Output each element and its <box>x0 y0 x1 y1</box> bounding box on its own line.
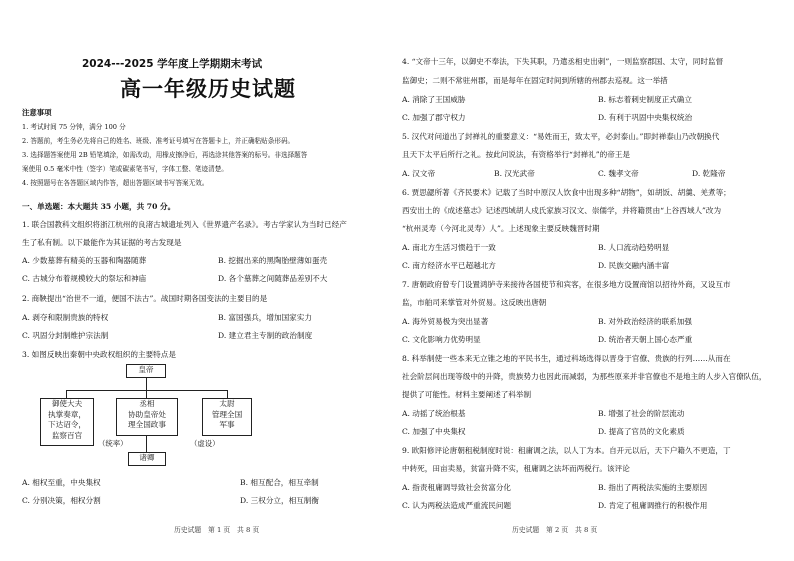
q6-stem: 6. 贾思勰所著《齐民要术》记载了当时中原汉人饮食中出现多种“胡物”，如胡饭、胡羹、羌煮等； <box>402 188 731 197</box>
q1-option-b: B. 挖掘出来的黑陶胎壁薄如蛋壳 <box>218 256 328 265</box>
q1-option-a: A. 少数墓葬有精美的玉器和陶器随葬 <box>22 256 147 265</box>
q3-option-d: D. 三权分立，相互制衡 <box>240 496 319 505</box>
q8-stem: 8. 科举制使一些本来无立锥之地的平民书生，通过科场选得以晋身于官僚、贵族的行列……从而在 <box>402 354 731 363</box>
q5-stem: 且天下太平后所行之礼。按此问说法，有资格举行“封禅礼”的帝王是 <box>402 150 630 159</box>
q6-option-a: A. 南北方生活习惯趋于一致 <box>402 243 496 252</box>
box-line: 理全国政事 <box>128 420 166 429</box>
page-footer: 历史试题 第 2 页 共 8 页 <box>512 526 598 534</box>
q2-option-d: D. 建立君主专制的政治制度 <box>218 331 313 340</box>
connector-line <box>146 390 147 398</box>
q8-stem: 社会阶层间出现等级中的升降，贵族势力也因此而减弱，为那些原来并非官僚也不是地主的人步入官僚队伍， <box>402 372 767 381</box>
q4-stem: 4. “文帝十三年，以御史不奉法，下失其职，乃遣丞相史出刺”，一则监察郡国、太守，同时监督 <box>402 57 724 66</box>
q4-option-a: A. 消除了王国威胁 <box>402 95 466 104</box>
box-line: 太尉 <box>219 399 235 408</box>
q9-option-c: C. 认为两税法造成严重流民问题 <box>402 501 512 510</box>
box-line: 丞相 <box>139 399 155 408</box>
q7-option-a: A. 海外贸易极为突出显著 <box>402 317 489 326</box>
box-line: 执掌奏章， <box>48 409 86 419</box>
connector-line <box>66 390 67 398</box>
q5-option-d: D. 乾隆帝 <box>692 169 726 178</box>
connector-line <box>146 436 147 452</box>
notice-line: 3. 选择题答案使用 2B 铅笔填涂，如需改动，用橡皮擦净后，再选涂其他答案的标号。非选择题答 <box>22 151 308 159</box>
q1-stem: 1. 联合国教科文组织将浙江杭州的良渚古城遗址列入《世界遗产名录》。考古学家认为当时已经产 <box>22 220 347 229</box>
q3-option-b: B. 相互配合，相互牵制 <box>240 478 319 487</box>
exam-year-title: 2024---2025 学年度上学期期末考试 <box>82 58 263 70</box>
q6-option-b: B. 人口流动趋势明显 <box>598 243 670 252</box>
q4-option-c: C. 加强了郡守权力 <box>402 113 466 122</box>
connector-line <box>66 390 228 391</box>
box-line: 管理全国 <box>211 409 243 419</box>
q8-option-a: A. 动摇了统治根基 <box>402 409 466 418</box>
q2-option-c: C. 巩固分封制维护宗法制 <box>22 331 109 340</box>
zhuqing-box: 诸卿 <box>128 452 166 466</box>
q5-option-c: C. 魏孝文帝 <box>598 169 639 178</box>
q7-option-c: C. 文化影响力优势明显 <box>402 335 481 344</box>
q3-stem: 3. 如图反映出秦朝中央政权组织的主要特点是 <box>22 350 176 359</box>
q1-option-d: D. 各个墓葬之间随葬品差别不大 <box>218 274 328 283</box>
q8-option-d: D. 提高了官员的文化素质 <box>598 427 685 436</box>
box-line: 监察百官 <box>51 430 83 440</box>
q9-option-a: A. 指责租庸调导致社会贫富分化 <box>402 483 512 492</box>
exam-main-title: 高一年级历史试题 <box>120 77 296 101</box>
page-footer: 历史试题 第 1 页 共 8 页 <box>174 526 260 534</box>
q6-option-d: D. 民族交融内涵丰富 <box>598 261 670 270</box>
box-line: 协助皇帝处 <box>128 409 166 419</box>
q4-option-b: B. 标志着刺史制度正式确立 <box>598 95 692 104</box>
notice-heading: 注意事项 <box>22 108 52 117</box>
q5-option-b: B. 汉光武帝 <box>494 169 535 178</box>
page-1 <box>22 0 394 561</box>
q4-stem: 监御史；二则不常驻州郡，而是每年在固定时间到所辖的州郡去巡视。这一举措 <box>402 76 668 85</box>
note-tonglv: （统率） <box>98 439 128 448</box>
connector-line <box>146 378 147 390</box>
q9-option-b: B. 指出了两税法实施的主要原因 <box>598 483 708 492</box>
q3-option-a: A. 相权至重，中央集权 <box>22 478 101 487</box>
q7-stem: 监，市舶司来掌管对外贸易。这反映出唐朝 <box>402 298 547 307</box>
notice-line: 2. 答题前，考生务必先将自己的姓名、班级、准考证号填写在答题卡上，并正确粘贴条形码。 <box>22 137 295 145</box>
notice-line: 4. 按照题号在各答题区域内作答，超出答题区域书写答案无效。 <box>22 179 209 187</box>
q8-option-b: B. 增强了社会的阶层流动 <box>598 409 685 418</box>
qin-government-diagram <box>40 364 254 468</box>
q5-option-a: A. 汉文帝 <box>402 169 436 178</box>
q8-stem: 提供了可能性。材料主要阐述了科举制 <box>402 390 532 399</box>
box-line: 军事 <box>219 420 235 429</box>
q6-option-c: C. 南方经济水平已超越北方 <box>402 261 496 270</box>
section-heading: 一、单选题：本大题共 35 小题，共 70 分。 <box>22 202 176 211</box>
box-line: 下达诏令， <box>48 420 86 429</box>
q1-stem: 生了私有制。以下最能作为其证据的考古发现是 <box>22 238 182 247</box>
q9-stem: 中转死，田亩卖易，贫富升降不实，租庸调之法坏而两税行。该评论 <box>402 464 630 473</box>
page-2 <box>402 0 774 561</box>
q2-option-a: A. 剥夺和限制贵族的特权 <box>22 313 109 322</box>
q6-stem: 西安出土的《成述墓志》记述西域胡人戍氏家族习汉文、崇儒学，并将籍贯由“上谷西域人”改为 <box>402 206 722 215</box>
q8-option-c: C. 加强了中央集权 <box>402 427 466 436</box>
notice-line: 案使用 0.5 毫米中性（签字）笔或碳素笔书写，字体工整、笔迹清楚。 <box>22 165 228 173</box>
q7-stem: 7. 唐朝政府曾专门设置鸿胪寺来接待各国使节和宾客，在很多地方设置商馆以招待外商，又设互市 <box>402 280 731 289</box>
note-xushe: （虚设） <box>190 439 220 448</box>
emperor-box: 皇帝 <box>126 364 166 378</box>
q7-option-b: B. 对外政治经济的联系加强 <box>598 317 692 326</box>
notice-line: 1. 考试时间 75 分钟，满分 100 分 <box>22 123 126 131</box>
connector-line <box>227 390 228 398</box>
q5-stem: 5. 汉代对问道出了封禅礼的重要意义：“易姓而王，致太平，必封泰山。”即封禅泰山乃改朝换代 <box>402 132 720 141</box>
q6-stem: “杭州灵寿（今河北灵寿）人”。上述现象主要反映魏晋时期 <box>402 224 600 233</box>
yushi-dafu-box <box>40 398 94 446</box>
chengxiang-box <box>116 398 178 436</box>
q9-stem: 9. 欧阳修评论唐朝租税制度时说：租庸调之法，以人丁为本。自开元以后，天下户籍久不更造，丁 <box>402 446 731 455</box>
q2-option-b: B. 富国强兵，增加国家实力 <box>218 313 312 322</box>
q7-option-d: D. 统治者天朝上国心态严重 <box>598 335 693 344</box>
q9-option-d: D. 肯定了租庸调推行的积极作用 <box>598 501 708 510</box>
taiwei-box <box>202 398 252 436</box>
q2-stem: 2. 商鞅提出“治世不一道，便国不法古”。战国时期各国变法的主要目的是 <box>22 294 268 303</box>
box-line: 御使大夫 <box>51 399 83 408</box>
q1-option-c: C. 古城分布着规模较大的祭坛和神庙 <box>22 274 147 283</box>
q3-option-c: C. 分别决策，相权分割 <box>22 496 101 505</box>
q4-option-d: D. 有利于巩固中央集权统治 <box>598 113 693 122</box>
